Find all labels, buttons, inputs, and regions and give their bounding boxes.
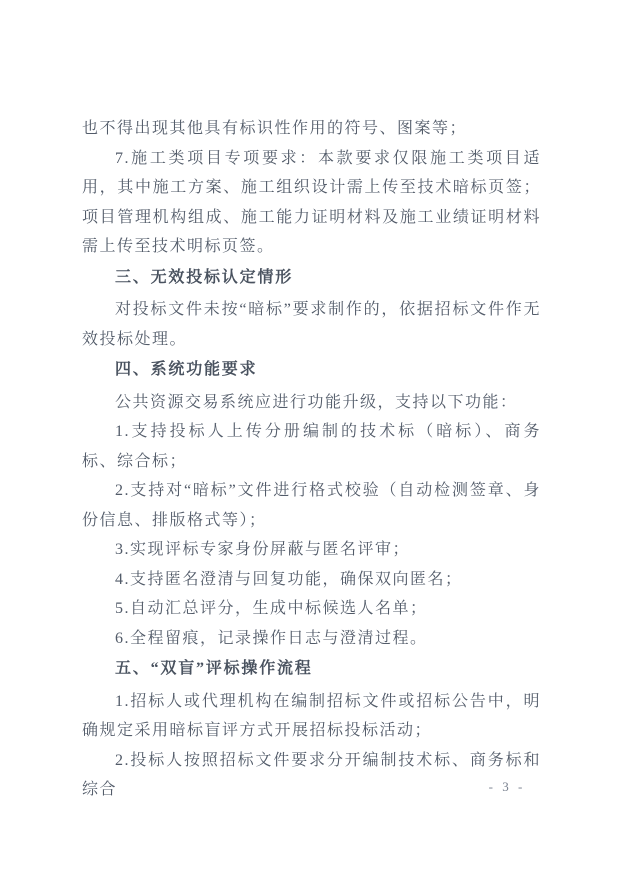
para-function-5-scoring: 5.自动汇总评分，生成中标候选人名单；	[115, 600, 428, 617]
para-function-4-clarification: 4.支持匿名澄清与回复功能，确保双向匿名；	[115, 570, 463, 588]
heading-invalid-bid-cases: 三、无效投标认定情形	[115, 268, 294, 286]
page-number: - 3 -	[488, 779, 526, 794]
para-function-2-format-check: 2.支持对“暗标”文件进行格式校验（自动检测签章、身份信息、排版格式等）；	[82, 482, 541, 529]
para-process-1-tender-notice: 1.招标人或代理机构在编制招标文件或招标公告中，明确规定采用暗标盲评方式开展招标投标活动；	[82, 692, 541, 739]
para-function-3-anonymity: 3.实现评标专家身份屏蔽与匿名评审；	[115, 541, 411, 558]
para-process-2-bid-preparation: 2.投标人按照招标文件要求分开编制技术标、商务标和综合	[82, 751, 541, 798]
para-function-6-audit-trail: 6.全程留痕，记录操作日志与澄清过程。	[115, 629, 428, 647]
document-body	[82, 114, 541, 805]
heading-system-requirements: 四、系统功能要求	[115, 361, 258, 378]
para-system-upgrade-intro: 公共资源交易系统应进行功能升级，支持以下功能：	[115, 393, 518, 411]
para-symbols-continuation: 也不得出现其他具有标识性作用的符号、图案等；	[82, 120, 468, 137]
para-function-1-upload: 1.支持投标人上传分册编制的技术标（暗标）、商务标、综合标；	[82, 423, 541, 470]
para-invalid-bid-handling: 对投标文件未按“暗标”要求制作的，依据招标文件作无效投标处理。	[82, 301, 541, 348]
para-item7-construction-rules: 7.施工类项目专项要求：本款要求仅限施工类项目适用，其中施工方案、施工组织设计需上传至技术暗标页签；项目管理机构组成、施工能力证明材料及施工业绩证明材料需上传至技术明标页签。	[82, 149, 541, 255]
heading-double-blind-process: 五、“双盲”评标操作流程	[115, 660, 313, 677]
